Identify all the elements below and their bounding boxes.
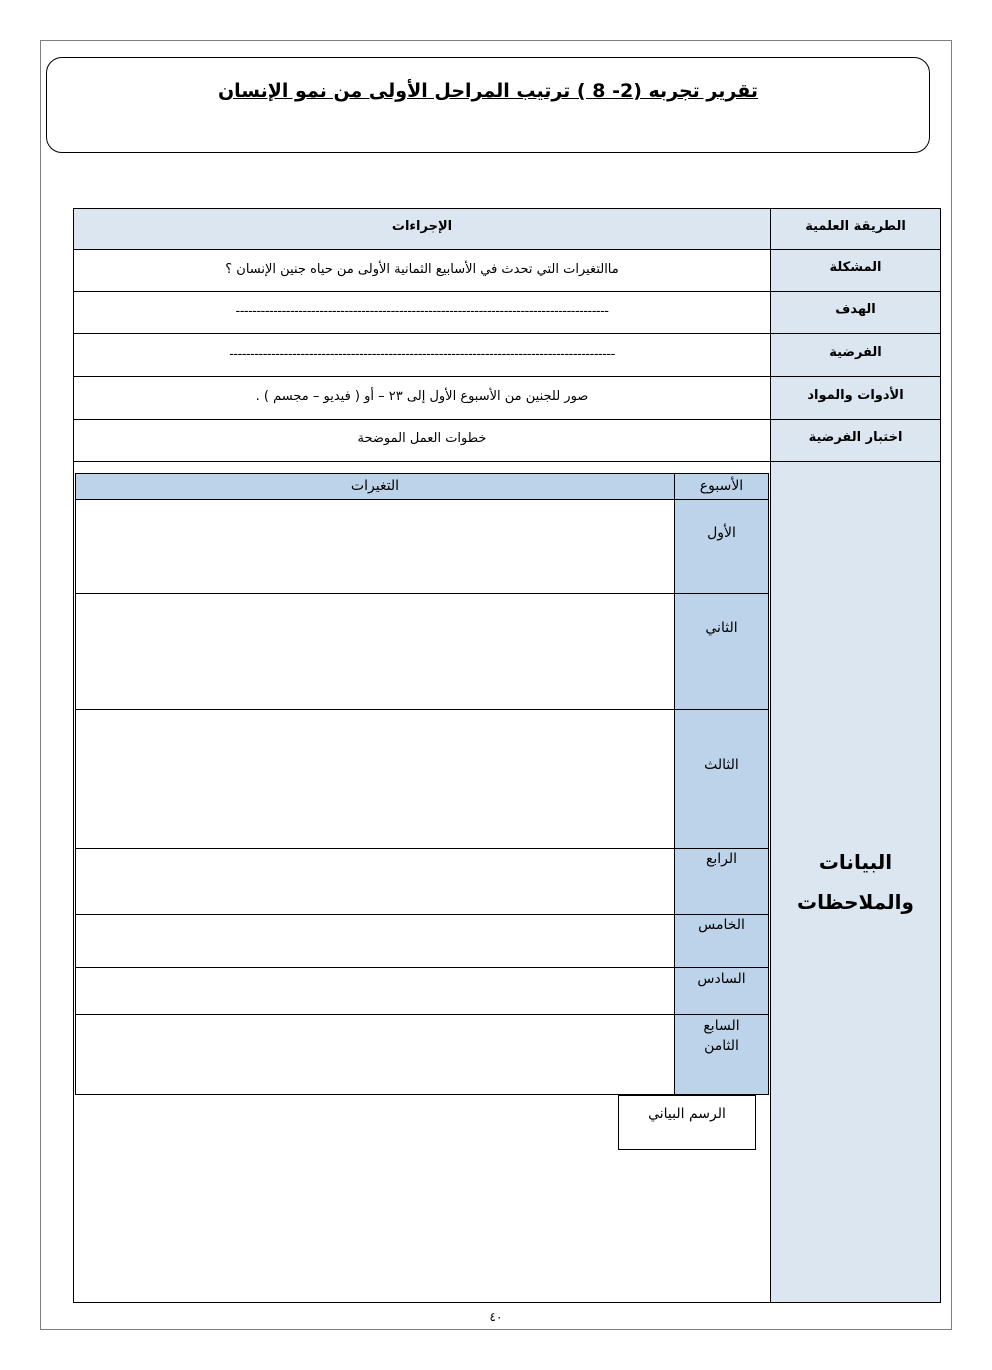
week-header-cell [674,473,769,500]
week-2-label-cell [674,593,769,710]
week-6-changes-cell[interactable] [75,967,675,1015]
procedures-header: الإجراءات [391,219,453,234]
week-1-label: الأول [707,525,736,541]
week-4-label: الرابع [705,851,738,867]
week-5-label: الخامس [698,917,745,933]
goal-content-cell [73,291,771,334]
goal-label-cell [770,291,941,334]
week-5-label-cell [674,914,769,968]
test-text: خطوات العمل الموضحة [357,431,487,446]
problem-label: المشكلة [829,260,882,275]
week-2-changes-cell[interactable] [75,593,675,710]
goal-label: الهدف [835,302,876,317]
hypothesis-content-cell [73,333,771,377]
title-box [46,57,930,153]
week-8-label: الثامن [704,1038,739,1054]
tools-label-cell [770,376,941,420]
problem-text: ماالتغيرات التي تحدث في الأسابيع الثمانية الأولى من حياه جنين الإنسان ؟ [225,262,619,277]
hypothesis-label-cell [770,333,941,377]
method-header: الطريقة العلمية [805,219,906,234]
week-4-label-cell [674,848,769,915]
method-header-cell [770,208,941,250]
week-7-8-changes-cell[interactable] [75,1014,675,1095]
week-5-changes-cell[interactable] [75,914,675,968]
week-2-label: الثاني [705,620,738,636]
week-3-label-cell [674,709,769,849]
week-3-label: الثالث [704,757,739,773]
test-content-cell [73,419,771,462]
week-7-label: السابع [703,1018,740,1034]
report-title: تقرير تجربه (2- 8 ) ترتيب المراحل الأولى من نمو الإنسان [217,80,759,102]
week-6-label: السادس [697,971,746,987]
tools-content-cell [73,376,771,420]
data-label-cell [770,461,941,1303]
problem-content-cell [73,249,771,292]
week-1-changes-cell[interactable] [75,499,675,594]
problem-label-cell [770,249,941,292]
tools-label: الأدوات والمواد [807,388,904,403]
hypothesis-label: الفرضية [829,345,882,360]
goal-blank: ----------------------------------------------------------------------------------------- [235,304,609,319]
changes-header-cell [75,473,675,500]
week-1-label-cell [674,499,769,594]
data-label-line2: والملاحظات [797,890,914,914]
test-label-cell [770,419,941,462]
week-7-8-label-cell [674,1014,769,1095]
hypothesis-blank: -------------------------------------------------------------------------------------------- [229,347,615,362]
test-label: اختبار الفرضية [808,430,903,445]
graph-label: الرسم البياني [648,1106,726,1122]
week-3-changes-cell[interactable] [75,709,675,849]
graph-label-box [618,1095,756,1150]
week-6-label-cell [674,967,769,1015]
changes-header: التغيرات [350,478,400,494]
tools-text: صور للجنين من الأسبوع الأول إلى ٢٣ – أو ( فيديو – مجسم ) . [255,389,589,404]
procedures-header-cell [73,208,771,250]
week-4-changes-cell[interactable] [75,848,675,915]
page-number: ٤٠ [489,1310,503,1324]
week-header: الأسبوع [699,478,744,494]
data-label-line1: البيانات [818,850,893,874]
